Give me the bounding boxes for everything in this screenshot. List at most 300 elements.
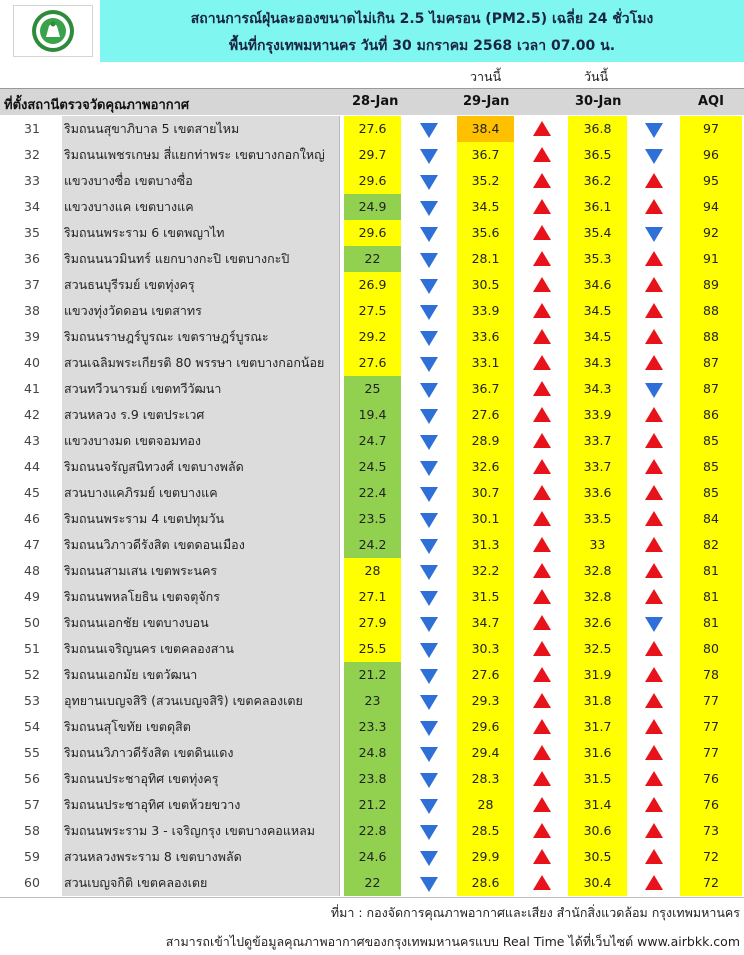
station-number: 49 — [2, 584, 62, 610]
pm25-30jan: 33.6 — [568, 480, 627, 506]
arrow-up-icon — [533, 849, 551, 864]
arrow-down-icon — [420, 123, 438, 138]
pm25-28jan: 28 — [344, 558, 401, 584]
bma-logo — [13, 5, 93, 57]
arrow-down-icon — [645, 123, 663, 138]
aqi-value: 81 — [680, 584, 742, 610]
pm25-30jan: 32.8 — [568, 558, 627, 584]
pm25-28jan: 23 — [344, 688, 401, 714]
pm25-30jan: 32.6 — [568, 610, 627, 636]
arrow-up-icon — [645, 407, 663, 422]
trend-29jan — [516, 870, 568, 896]
pm25-29jan: 28 — [457, 792, 514, 818]
pm25-30jan: 31.5 — [568, 766, 627, 792]
aqi-value: 89 — [680, 272, 742, 298]
pm25-29jan: 30.7 — [457, 480, 514, 506]
station-number: 36 — [2, 246, 62, 272]
pm25-30jan: 30.5 — [568, 844, 627, 870]
arrow-down-icon — [420, 331, 438, 346]
arrow-up-icon — [533, 433, 551, 448]
pm25-28jan: 22.4 — [344, 480, 401, 506]
trend-28jan — [403, 870, 455, 896]
trend-29jan — [516, 142, 568, 168]
arrow-up-icon — [533, 121, 551, 136]
pm25-28jan: 21.2 — [344, 662, 401, 688]
trend-30jan — [627, 844, 680, 870]
station-location: แขวงบางแค เขตบางแค — [62, 194, 340, 220]
table-row — [0, 714, 744, 740]
pm25-28jan: 27.1 — [344, 584, 401, 610]
trend-29jan — [516, 194, 568, 220]
trend-28jan — [403, 662, 455, 688]
arrow-up-icon — [645, 563, 663, 578]
arrow-up-icon — [645, 849, 663, 864]
arrow-up-icon — [645, 797, 663, 812]
station-location: ริมถนนเอกมัย เขตวัฒนา — [62, 662, 340, 688]
arrow-up-icon — [533, 147, 551, 162]
arrow-down-icon — [420, 799, 438, 814]
trend-30jan — [627, 558, 680, 584]
arrow-up-icon — [533, 771, 551, 786]
arrow-up-icon — [645, 433, 663, 448]
trend-29jan — [516, 610, 568, 636]
pm25-28jan: 21.2 — [344, 792, 401, 818]
pm25-30jan: 36.1 — [568, 194, 627, 220]
arrow-up-icon — [533, 641, 551, 656]
trend-30jan — [627, 792, 680, 818]
arrow-up-icon — [645, 667, 663, 682]
table-row — [0, 480, 744, 506]
trend-30jan — [627, 194, 680, 220]
station-number: 57 — [2, 792, 62, 818]
table-row — [0, 454, 744, 480]
table-row — [0, 662, 744, 688]
station-location: สวนหลวง ร.9 เขตประเวศ — [62, 402, 340, 428]
trend-29jan — [516, 350, 568, 376]
trend-29jan — [516, 272, 568, 298]
trend-28jan — [403, 142, 455, 168]
aqi-value: 81 — [680, 610, 742, 636]
station-number: 39 — [2, 324, 62, 350]
arrow-down-icon — [420, 747, 438, 762]
pm25-30jan: 32.8 — [568, 584, 627, 610]
trend-30jan — [627, 168, 680, 194]
table-row — [0, 506, 744, 532]
title-band — [100, 0, 744, 62]
pm25-29jan: 28.9 — [457, 428, 514, 454]
trend-29jan — [516, 402, 568, 428]
pm25-29jan: 35.2 — [457, 168, 514, 194]
arrow-up-icon — [533, 589, 551, 604]
arrow-up-icon — [533, 251, 551, 266]
trend-30jan — [627, 402, 680, 428]
trend-28jan — [403, 766, 455, 792]
pm25-28jan: 25.5 — [344, 636, 401, 662]
trend-30jan — [627, 246, 680, 272]
station-location: แขวงบางซื่อ เขตบางซื่อ — [62, 168, 340, 194]
aqi-value: 88 — [680, 298, 742, 324]
station-location: แขวงบางมด เขตจอมทอง — [62, 428, 340, 454]
trend-29jan — [516, 246, 568, 272]
arrow-down-icon — [420, 721, 438, 736]
station-number: 38 — [2, 298, 62, 324]
station-location: สวนทวีวนารมย์ เขตทวีวัฒนา — [62, 376, 340, 402]
trend-28jan — [403, 194, 455, 220]
arrow-up-icon — [533, 485, 551, 500]
aqi-value: 87 — [680, 350, 742, 376]
trend-28jan — [403, 688, 455, 714]
trend-30jan — [627, 324, 680, 350]
arrow-down-icon — [420, 279, 438, 294]
station-number: 31 — [2, 116, 62, 142]
trend-30jan — [627, 480, 680, 506]
trend-30jan — [627, 506, 680, 532]
trend-30jan — [627, 870, 680, 896]
aqi-value: 82 — [680, 532, 742, 558]
trend-30jan — [627, 714, 680, 740]
arrow-up-icon — [533, 407, 551, 422]
station-number: 45 — [2, 480, 62, 506]
arrow-up-icon — [645, 277, 663, 292]
station-location: ริมถนนเอกชัย เขตบางบอน — [62, 610, 340, 636]
table-row — [0, 194, 744, 220]
trend-30jan — [627, 584, 680, 610]
station-location: สวนเฉลิมพระเกียรติ 80 พรรษา เขตบางกอกน้อย — [62, 350, 340, 376]
arrow-up-icon — [533, 173, 551, 188]
trend-28jan — [403, 428, 455, 454]
arrow-up-icon — [645, 537, 663, 552]
bangkok-seal-icon — [14, 6, 92, 56]
pm25-29jan: 31.5 — [457, 584, 514, 610]
table-row — [0, 740, 744, 766]
station-number: 48 — [2, 558, 62, 584]
table-row — [0, 532, 744, 558]
pm25-29jan: 28.5 — [457, 818, 514, 844]
arrow-up-icon — [645, 641, 663, 656]
pm25-30jan: 32.5 — [568, 636, 627, 662]
station-number: 46 — [2, 506, 62, 532]
pm25-29jan: 30.1 — [457, 506, 514, 532]
pm25-30jan: 30.4 — [568, 870, 627, 896]
trend-29jan — [516, 454, 568, 480]
trend-29jan — [516, 636, 568, 662]
aqi-value: 96 — [680, 142, 742, 168]
pm25-28jan: 24.2 — [344, 532, 401, 558]
pm25-30jan: 34.3 — [568, 376, 627, 402]
aqi-value: 88 — [680, 324, 742, 350]
station-location: ริมถนนเพชรเกษม สี่แยกท่าพระ เขตบางกอกใหญ่ — [62, 142, 340, 168]
trend-28jan — [403, 818, 455, 844]
trend-28jan — [403, 220, 455, 246]
pm25-30jan: 35.4 — [568, 220, 627, 246]
col-date3: 30-Jan — [575, 94, 622, 109]
station-number: 44 — [2, 454, 62, 480]
report-title: สถานการณ์ฝุ่นละอองขนาดไม่เกิน 2.5 ไมครอน (PM2.5) เฉลี่ย 24 ชั่วโมง — [190, 11, 654, 27]
trend-28jan — [403, 376, 455, 402]
station-location: ริมถนนจรัญสนิทวงศ์ เขตบางพลัด — [62, 454, 340, 480]
arrow-up-icon — [645, 251, 663, 266]
arrow-down-icon — [645, 149, 663, 164]
pm25-29jan: 29.4 — [457, 740, 514, 766]
table-row — [0, 298, 744, 324]
footer-divider — [0, 897, 744, 898]
station-location: ริมถนนประชาอุทิศ เขตห้วยขวาง — [62, 792, 340, 818]
station-number: 59 — [2, 844, 62, 870]
report-subtitle: พื้นที่กรุงเทพมหานคร วันที่ 30 มกราคม 2568 เวลา 07.00 น. — [228, 38, 616, 54]
arrow-up-icon — [533, 563, 551, 578]
pm25-30jan: 31.8 — [568, 688, 627, 714]
table-row — [0, 142, 744, 168]
aqi-value: 85 — [680, 428, 742, 454]
pm25-28jan: 22.8 — [344, 818, 401, 844]
arrow-down-icon — [420, 825, 438, 840]
pm25-28jan: 24.6 — [344, 844, 401, 870]
pm25-30jan: 34.3 — [568, 350, 627, 376]
arrow-up-icon — [533, 823, 551, 838]
aqi-value: 76 — [680, 792, 742, 818]
pm25-30jan: 33.9 — [568, 402, 627, 428]
arrow-down-icon — [420, 487, 438, 502]
aqi-value: 77 — [680, 740, 742, 766]
trend-28jan — [403, 324, 455, 350]
arrow-up-icon — [645, 823, 663, 838]
station-location: สวนเบญจกิติ เขตคลองเตย — [62, 870, 340, 896]
table-row — [0, 584, 744, 610]
trend-30jan — [627, 142, 680, 168]
trend-29jan — [516, 298, 568, 324]
trend-28jan — [403, 168, 455, 194]
arrow-down-icon — [420, 149, 438, 164]
pm25-29jan: 29.6 — [457, 714, 514, 740]
arrow-up-icon — [645, 303, 663, 318]
station-location: สวนหลวงพระราม 8 เขตบางพลัด — [62, 844, 340, 870]
arrow-down-icon — [420, 201, 438, 216]
pm25-29jan: 31.3 — [457, 532, 514, 558]
trend-29jan — [516, 376, 568, 402]
arrow-up-icon — [645, 173, 663, 188]
pm25-28jan: 26.9 — [344, 272, 401, 298]
trend-28jan — [403, 714, 455, 740]
col-aqi: AQI — [698, 94, 724, 109]
pm25-28jan: 29.2 — [344, 324, 401, 350]
table-row — [0, 324, 744, 350]
arrow-up-icon — [645, 589, 663, 604]
arrow-down-icon — [645, 227, 663, 242]
arrow-up-icon — [645, 485, 663, 500]
trend-28jan — [403, 116, 455, 142]
pm25-28jan: 29.6 — [344, 220, 401, 246]
table-row — [0, 844, 744, 870]
arrow-up-icon — [645, 199, 663, 214]
station-number: 58 — [2, 818, 62, 844]
station-number: 33 — [2, 168, 62, 194]
pm25-29jan: 28.1 — [457, 246, 514, 272]
aqi-value: 85 — [680, 454, 742, 480]
trend-30jan — [627, 740, 680, 766]
station-location: ริมถนนพระราม 6 เขตพญาไท — [62, 220, 340, 246]
table-row — [0, 272, 744, 298]
station-location: ริมถนนวิภาวดีรังสิต เขตดินแดง — [62, 740, 340, 766]
station-location: ริมถนนสามเสน เขตพระนคร — [62, 558, 340, 584]
arrow-down-icon — [420, 461, 438, 476]
trend-29jan — [516, 844, 568, 870]
arrow-up-icon — [645, 771, 663, 786]
trend-29jan — [516, 116, 568, 142]
trend-30jan — [627, 454, 680, 480]
arrow-up-icon — [533, 303, 551, 318]
pm25-30jan: 34.5 — [568, 324, 627, 350]
column-header — [0, 88, 744, 115]
pm25-30jan: 36.2 — [568, 168, 627, 194]
table-row — [0, 610, 744, 636]
pm25-30jan: 31.9 — [568, 662, 627, 688]
col-date1: 28-Jan — [352, 94, 399, 109]
pm25-29jan: 28.3 — [457, 766, 514, 792]
station-number: 40 — [2, 350, 62, 376]
trend-28jan — [403, 636, 455, 662]
station-location: สวนธนบุรีรมย์ เขตทุ่งครุ — [62, 272, 340, 298]
arrow-up-icon — [533, 693, 551, 708]
station-number: 32 — [2, 142, 62, 168]
arrow-down-icon — [420, 565, 438, 580]
station-location: ริมถนนสุขาภิบาล 5 เขตสายไหม — [62, 116, 340, 142]
station-location: แขวงทุ่งวัดดอน เขตสาทร — [62, 298, 340, 324]
pm25-28jan: 23.8 — [344, 766, 401, 792]
aqi-value: 91 — [680, 246, 742, 272]
trend-29jan — [516, 714, 568, 740]
pm25-28jan: 27.6 — [344, 350, 401, 376]
table-row — [0, 818, 744, 844]
realtime-note: สามารถเข้าไปดูข้อมูลคุณภาพอากาศของกรุงเทพมหานครแบบ Real Time ได้ที่เว็บไซต์ www.airbkk.com — [165, 934, 740, 949]
aqi-value: 80 — [680, 636, 742, 662]
station-number: 43 — [2, 428, 62, 454]
trend-28jan — [403, 792, 455, 818]
arrow-down-icon — [420, 227, 438, 242]
station-number: 52 — [2, 662, 62, 688]
arrow-up-icon — [533, 381, 551, 396]
pm25-28jan: 24.5 — [344, 454, 401, 480]
today-label: วันนี้ — [584, 69, 609, 84]
pm25-29jan: 38.4 — [457, 116, 514, 142]
station-number: 41 — [2, 376, 62, 402]
trend-30jan — [627, 818, 680, 844]
trend-30jan — [627, 272, 680, 298]
trend-30jan — [627, 610, 680, 636]
trend-29jan — [516, 792, 568, 818]
station-location: อุทยานเบญจสิริ (สวนเบญจสิริ) เขตคลองเตย — [62, 688, 340, 714]
pm25-29jan: 35.6 — [457, 220, 514, 246]
pm25-28jan: 22 — [344, 870, 401, 896]
trend-30jan — [627, 350, 680, 376]
arrow-up-icon — [645, 693, 663, 708]
trend-28jan — [403, 402, 455, 428]
pm25-30jan: 36.5 — [568, 142, 627, 168]
pm25-30jan: 33.7 — [568, 454, 627, 480]
station-location: ริมถนนราษฎร์บูรณะ เขตราษฎร์บูรณะ — [62, 324, 340, 350]
station-number: 54 — [2, 714, 62, 740]
table-row — [0, 688, 744, 714]
pm25-28jan: 25 — [344, 376, 401, 402]
trend-30jan — [627, 428, 680, 454]
table-row — [0, 428, 744, 454]
station-number: 47 — [2, 532, 62, 558]
pm25-29jan: 33.9 — [457, 298, 514, 324]
trend-29jan — [516, 688, 568, 714]
pm25-30jan: 31.6 — [568, 740, 627, 766]
arrow-up-icon — [533, 615, 551, 630]
arrow-up-icon — [645, 875, 663, 890]
arrow-up-icon — [645, 745, 663, 760]
trend-29jan — [516, 480, 568, 506]
pm25-30jan: 35.3 — [568, 246, 627, 272]
station-location: ริมถนนวิภาวดีรังสิต เขตดอนเมือง — [62, 532, 340, 558]
arrow-up-icon — [533, 719, 551, 734]
arrow-up-icon — [533, 277, 551, 292]
pm25-28jan: 29.7 — [344, 142, 401, 168]
trend-29jan — [516, 428, 568, 454]
table-row — [0, 766, 744, 792]
arrow-up-icon — [533, 511, 551, 526]
table-row — [0, 636, 744, 662]
pm25-29jan: 33.1 — [457, 350, 514, 376]
report-header — [0, 0, 744, 62]
trend-29jan — [516, 220, 568, 246]
trend-29jan — [516, 532, 568, 558]
pm25-29jan: 29.9 — [457, 844, 514, 870]
station-location: ริมถนนนวมินทร์ แยกบางกะปิ เขตบางกะปิ — [62, 246, 340, 272]
table-row — [0, 168, 744, 194]
arrow-down-icon — [420, 513, 438, 528]
station-number: 42 — [2, 402, 62, 428]
arrow-up-icon — [645, 459, 663, 474]
pm25-30jan: 31.7 — [568, 714, 627, 740]
table-row — [0, 246, 744, 272]
arrow-up-icon — [533, 199, 551, 214]
pm25-28jan: 29.6 — [344, 168, 401, 194]
station-number: 53 — [2, 688, 62, 714]
pm25-30jan: 34.5 — [568, 298, 627, 324]
trend-28jan — [403, 298, 455, 324]
arrow-down-icon — [420, 851, 438, 866]
station-location: ริมถนนพหลโยธิน เขตจตุจักร — [62, 584, 340, 610]
col-location: ที่ตั้งสถานีตรวจวัดคุณภาพอากาศ — [4, 98, 190, 113]
trend-29jan — [516, 662, 568, 688]
aqi-value: 77 — [680, 714, 742, 740]
station-location: ริมถนนพระราม 3 - เจริญกรุง เขตบางคอแหลม — [62, 818, 340, 844]
arrow-up-icon — [645, 329, 663, 344]
pm25-28jan: 24.7 — [344, 428, 401, 454]
source-note: ที่มา : กองจัดการคุณภาพอากาศและเสียง สำนักสิ่งแวดล้อม กรุงเทพมหานคร — [330, 905, 740, 920]
pm25-29jan: 27.6 — [457, 662, 514, 688]
arrow-down-icon — [645, 617, 663, 632]
aqi-value: 86 — [680, 402, 742, 428]
trend-28jan — [403, 844, 455, 870]
pm25-28jan: 19.4 — [344, 402, 401, 428]
trend-30jan — [627, 116, 680, 142]
col-date2: 29-Jan — [463, 94, 510, 109]
aqi-value: 94 — [680, 194, 742, 220]
pm25-28jan: 23.5 — [344, 506, 401, 532]
table-row — [0, 870, 744, 896]
arrow-down-icon — [420, 253, 438, 268]
trend-29jan — [516, 584, 568, 610]
arrow-up-icon — [533, 797, 551, 812]
arrow-up-icon — [533, 329, 551, 344]
station-location: ริมถนนประชาอุทิศ เขตทุ่งครุ — [62, 766, 340, 792]
trend-28jan — [403, 532, 455, 558]
trend-28jan — [403, 454, 455, 480]
arrow-down-icon — [420, 643, 438, 658]
